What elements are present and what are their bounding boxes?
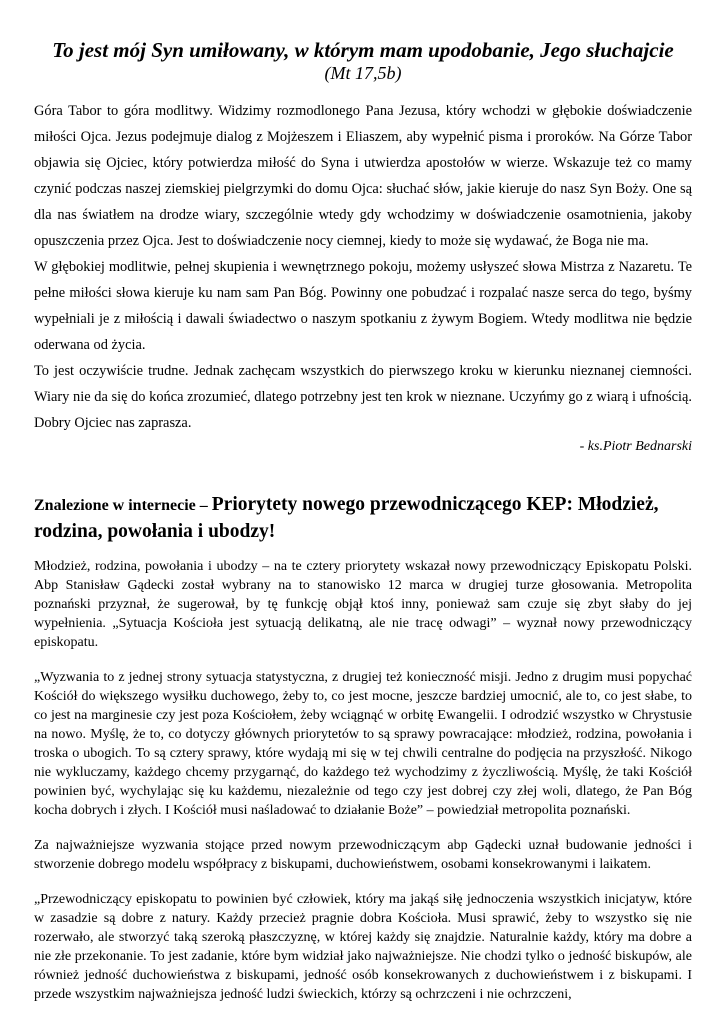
news-heading-title: Priorytety nowego przewodniczącego KEP: Młodzież, rodzina, powołania i ubodzy! xyxy=(34,494,659,542)
news-paragraph-4: „Przewodniczący episkopatu to powinien być człowiek, który ma jakąś siłę jednoczenia wszystkich inicjatyw, które w zasadzie są dobre z natury. Każdy przecież pragnie dobra Kościoła. Musi sprawić, żeby to wszystko się nie rozerwało, ale stworzyć taką szeroką płaszczyznę, w której każdy się znajdzie. Naturalnie każdy, który ma dobre a nie złe przekonanie. To jest zadanie, które bym widział jako najważniejsze. Nie chodzi tylko o jedność biskupów, ale również jedność duchowieństwa z biskupami, jedność osób konsekrowanych z duchowieństwem i z biskupami. I przede wszystkim najważniejsza jedność ludzi świeckich, którzy są ochrzczeni i nie ochrzczeni, xyxy=(34,892,692,1002)
article-reflection xyxy=(34,38,692,458)
article-title: To jest mój Syn umiłowany, w którym mam upodobanie, Jego słuchajcie xyxy=(52,38,674,62)
news-paragraph-2: „Wyzwania to z jednej strony sytuacja statystyczna, z drugiej też konieczność misji. Jedno z drugim musi popychać Kościół do większego wysiłku duchowego, żeby to, co jest mocne, jeszcze bardziej umocnić, ale to, co jest słabe, to co jest na marginesie czy jest poza Kościołem, żeby wciągnąć w orbitę Ewangelii. I odrodzić wszystko w Chrystusie na nowo. Myślę, że to, co dotyczy głównych priorytetów to są sprawy powracające: młodzież, rodzina, powołania i troska o ubogich. To są cztery sprawy, które wydają mi się w tej chwili centralne do podjęcia na przyszłość. Nikogo nie wykluczamy, każdego chcemy przygarnąć, do każdego też wychodzimy z życzliwością. Myślę, że taki Kościół powinien być, wychylając się ku każdemu, niezależnie od tego czy jest dobrej czy złej woli, dlatego, że Pan Bóg kocha dobrych i złych. I Kościół musi naśladować to działanie Boże” – powiedział metropolita poznański. xyxy=(34,670,692,818)
author-signature: - ks.Piotr Bednarski xyxy=(579,439,692,454)
article-news xyxy=(34,491,692,1004)
article-paragraph-1: Góra Tabor to góra modlitwy. Widzimy rozmodlonego Pana Jezusa, który wchodzi w głębokie doświadczenie miłości Ojca. Jezus podejmuje dialog z Mojżeszem i Eliaszem, aby wypełnić pisma i proroków. Na Górze Tabor objawia się Ojciec, który potwierdza miłość do Syna i utwierdza apostołów w wierze. Wskazuje też co mamy czynić podczas naszej ziemskiej pielgrzymki do domu Ojca: słuchać słów, jakie kieruje do nasz Syn Boży. One są dla nas światłem na drodze wiary, szczególnie wtedy gdy wchodzimy w doświadczenie osamotnienia, jakoby opuszczenia przez Ojca. Jest to doświadczenie nocy ciemnej, kiedy to może się wydawać, że Boga nie ma. xyxy=(34,103,692,249)
scripture-reference: (Mt 17,5b) xyxy=(324,63,402,83)
news-heading-lead: Znalezione w internecie – xyxy=(34,497,212,514)
article-paragraph-3: To jest oczywiście trudne. Jednak zachęcam wszystkich do pierwszego kroku w kierunku nieznanej ciemności. Wiary nie da się do końca zrozumieć, dlatego potrzebny jest ten krok w nieznane. Uczyńmy go z wiarą i ufnością. Dobry Ojciec nas zaprasza. xyxy=(34,363,692,431)
news-paragraph-3: Za najważniejsze wyzwania stojące przed nowym przewodniczącym abp Gądecki uznał budowanie jedności i stworzenie dobrego modelu współpracy z biskupami, duchowieństwem, osobami konsekrowanymi i laikatem. xyxy=(34,838,692,872)
document-page xyxy=(34,38,692,1020)
article-paragraph-2: W głębokiej modlitwie, pełnej skupienia i wewnętrznego pokoju, możemy usłyszeć słowa Mistrza z Nazaretu. Te pełne miłości słowa kieruje ku nam sam Pan Bóg. Powinny one pobudzać i rozpalać nasze serca do tego, byśmy wypełniali je z miłością i dawali świadectwo o naszym spotkaniu z żywym Bogiem. Wtedy modlitwa nie będzie oderwana od życia. xyxy=(34,259,692,353)
news-heading xyxy=(34,491,692,544)
news-paragraph-1: Młodzież, rodzina, powołania i ubodzy – na te cztery priorytety wskazał nowy przewodniczący Episkopatu Polski. Abp Stanisław Gądecki został wybrany na to stanowisko 12 marca w drugiej turze głosowania. Metropolita poznański przyznał, że sugerował, by tę funkcję objął ktoś inny, ponieważ sam czuje się zbyt słaby do jej wypełnienia. „Sytuacja Kościoła jest sytuacją delikatną, ale nie tracę odwagi” – wyznał nowy przewodniczący episkopatu. xyxy=(34,559,692,650)
